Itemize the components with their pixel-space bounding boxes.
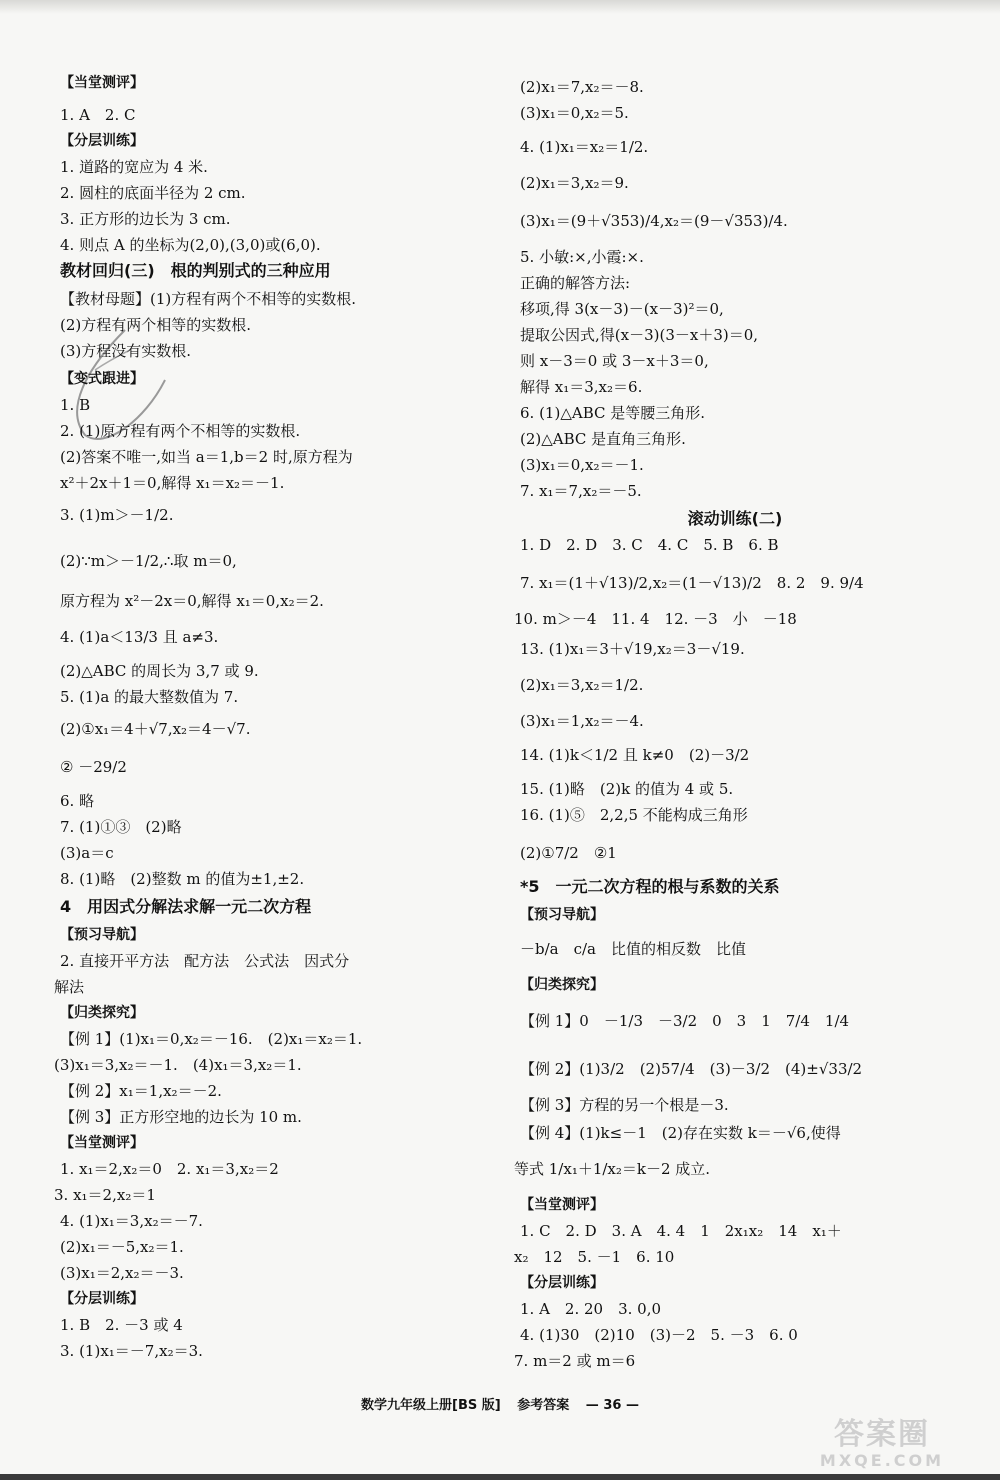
answer-line: 正确的解答方法: [520, 274, 631, 292]
answer-line: 【例 1】(1)x₁＝0,x₂＝－16. (2)x₁＝x₂＝1. [60, 1030, 363, 1048]
answer-line: (3)a＝c [60, 844, 114, 862]
page-top-shadow [0, 0, 1000, 14]
answer-line: 8. (1)略 (2)整数 m 的值为±1,±2. [60, 870, 305, 888]
section-tag: 【归类探究】 [520, 977, 604, 993]
section-tag: 【当堂测评】 [520, 1197, 604, 1213]
answer-line: 5. (1)a 的最大整数值为 7. [60, 688, 239, 706]
answer-line: 4. (1)30 (2)10 (3)－2 5. －3 6. 0 [520, 1326, 798, 1344]
answer-line: 10. m＞－4 11. 4 12. －3 小 －18 [514, 610, 797, 628]
answer-line: 4. 则点 A 的坐标为(2,0),(3,0)或(6,0). [60, 236, 321, 254]
watermark-logo [782, 1418, 982, 1474]
answer-line: (3)x₁＝0,x₂＝5. [520, 104, 629, 122]
answer-line: 1. A 2. C [60, 106, 136, 124]
answer-line: (2)x₁＝3,x₂＝9. [520, 174, 629, 192]
section-tag: 【预习导航】 [60, 927, 144, 943]
watermark-url: MXQE.COM [819, 1451, 945, 1470]
answer-line: 14. (1)k＜1/2 且 k≠0 (2)－3/2 [520, 746, 750, 764]
answer-line: (3)x₁＝1,x₂＝－4. [520, 712, 644, 730]
section-tag: 【分层训练】 [60, 133, 144, 149]
answer-line: (3)x₁＝(9＋√353)/4,x₂＝(9－√353)/4. [520, 212, 788, 230]
answer-line: 移项,得 3(x－3)－(x－3)²＝0, [520, 300, 724, 318]
answer-line: 1. C 2. D 3. A 4. 4 1 2x₁x₂ 14 x₁＋ [520, 1222, 842, 1240]
answer-line: (3)x₁＝0,x₂＝－1. [520, 456, 644, 474]
answer-line: 1. 道路的宽应为 4 米. [60, 158, 208, 176]
answer-line: 【例 2】(1)3/2 (2)57/4 (3)－3/2 (4)±√33/2 [520, 1060, 863, 1078]
answer-line: 等式 1/x₁＋1/x₂＝k－2 成立. [514, 1160, 711, 1178]
answer-line: 16. (1)⑤ 2,2,5 不能构成三角形 [520, 806, 748, 824]
answer-line: 原方程为 x²－2x＝0,解得 x₁＝0,x₂＝2. [60, 592, 324, 610]
answer-line: －b/a c/a 比值的相反数 比值 [520, 940, 746, 958]
answer-line: 【例 1】0 －1/3 －3/2 0 3 1 7/4 1/4 [520, 1012, 850, 1030]
answer-line: 1. B [60, 396, 91, 414]
answer-line: (2)方程有两个相等的实数根. [60, 316, 252, 334]
answer-line: 解法 [54, 978, 85, 996]
footer-book-title: 数学九年级上册[BS 版] [361, 1398, 501, 1413]
answer-line: (3)x₁＝2,x₂＝－3. [60, 1264, 184, 1282]
answer-line: (2)∵m＞－1/2,∴取 m＝0, [60, 552, 237, 570]
footer-section: 参考答案 [517, 1398, 570, 1413]
answer-line: 3. (1)x₁＝－7,x₂＝3. [60, 1342, 203, 1360]
answer-line: x²＋2x＋1＝0,解得 x₁＝x₂＝－1. [60, 474, 285, 492]
answer-line: 【教材母题】(1)方程有两个不相等的实数根. [60, 290, 357, 308]
answer-line: 【例 2】x₁＝1,x₂＝－2. [60, 1082, 222, 1100]
answer-line: 1. B 2. －3 或 4 [60, 1316, 183, 1334]
section-tag: 【分层训练】 [520, 1275, 604, 1291]
footer-page-number: — 36 — [585, 1398, 639, 1413]
answer-line: (3)x₁＝3,x₂＝－1. (4)x₁＝3,x₂＝1. [54, 1056, 302, 1074]
section-tag: 【当堂测评】 [60, 1135, 144, 1151]
page-footer [0, 1394, 1000, 1413]
answer-line: (2)x₁＝7,x₂＝－8. [520, 78, 644, 96]
answer-line: 解得 x₁＝3,x₂＝6. [520, 378, 643, 396]
answer-line: 3. (1)m＞－1/2. [60, 506, 174, 524]
answer-line: 【例 3】正方形空地的边长为 10 m. [60, 1108, 302, 1126]
answer-line: 1. x₁＝2,x₂＝0 2. x₁＝3,x₂＝2 [60, 1160, 279, 1178]
answer-line: (2)答案不唯一,如当 a＝1,b＝2 时,原方程为 [60, 448, 353, 466]
section-tag: 【归类探究】 [60, 1005, 144, 1021]
section-tag: 【变式跟进】 [60, 371, 144, 387]
answer-line: 【例 3】方程的另一个根是－3. [520, 1096, 729, 1114]
answer-line: 2. 圆柱的底面半径为 2 cm. [60, 184, 246, 202]
answer-line: 1. D 2. D 3. C 4. C 5. B 6. B [520, 536, 779, 554]
answer-line: 提取公因式,得(x－3)(3－x＋3)＝0, [520, 326, 759, 344]
answer-line: 1. A 2. 20 3. 0,0 [520, 1300, 662, 1318]
answer-line: (2)x₁＝－5,x₂＝1. [60, 1238, 184, 1256]
answer-line: x₂ 12 5. －1 6. 10 [514, 1248, 675, 1266]
answer-line: 6. 略 [60, 792, 95, 810]
answer-line: 7. m＝2 或 m＝6 [514, 1352, 636, 1370]
answer-line: 4. (1)x₁＝3,x₂＝－7. [60, 1212, 203, 1230]
answer-line: (2)x₁＝3,x₂＝1/2. [520, 676, 644, 694]
answer-line: (2)△ABC 是直角三角形. [520, 430, 686, 448]
answer-line: 6. (1)△ABC 是等腰三角形. [520, 404, 706, 422]
answer-line: 则 x－3＝0 或 3－x＋3＝0, [520, 352, 709, 370]
section-tag: 【分层训练】 [60, 1291, 144, 1307]
answer-line: 7. x₁＝7,x₂＝－5. [520, 482, 642, 500]
section-heading: 4 用因式分解法求解一元二次方程 [60, 897, 312, 916]
section-tag: 【当堂测评】 [60, 75, 144, 91]
section-heading: *5 一元二次方程的根与系数的关系 [520, 877, 780, 896]
answer-line: 2. (1)原方程有两个不相等的实数根. [60, 422, 301, 440]
answer-line: 3. 正方形的边长为 3 cm. [60, 210, 231, 228]
answer-line: 【例 4】(1)k≤－1 (2)存在实数 k＝－√6,使得 [520, 1124, 841, 1142]
answer-line: 4. (1)x₁＝x₂＝1/2. [520, 138, 649, 156]
answer-line: (2)①7/2 ②1 [520, 844, 617, 862]
answer-line: (2)△ABC 的周长为 3,7 或 9. [60, 662, 259, 680]
answer-line: 13. (1)x₁＝3＋√19,x₂＝3－√19. [520, 640, 745, 658]
answer-line: ② －29/2 [60, 758, 127, 776]
section-heading: 滚动训练(二) [687, 509, 783, 528]
answer-line: 7. (1)①③ (2)略 [60, 818, 182, 836]
answer-line: (3)方程没有实数根. [60, 342, 192, 360]
answer-line: 2. 直接开平方法 配方法 公式法 因式分 [60, 952, 350, 970]
answer-line: (2)①x₁＝4＋√7,x₂＝4－√7. [60, 720, 251, 738]
section-tag: 【预习导航】 [520, 907, 604, 923]
answer-line: 3. x₁＝2,x₂＝1 [54, 1186, 156, 1204]
answer-line: 7. x₁＝(1＋√13)/2,x₂＝(1－√13)/2 8. 2 9. 9/4 [520, 574, 864, 592]
answer-line: 15. (1)略 (2)k 的值为 4 或 5. [520, 780, 734, 798]
answer-line: 4. (1)a＜13/3 且 a≠3. [60, 628, 219, 646]
watermark-text: 答案圈 [834, 1417, 930, 1452]
answer-line: 5. 小敏:×,小霞:×. [520, 248, 644, 266]
section-heading: 教材回归(三) 根的判别式的三种应用 [60, 261, 331, 280]
page-bottom-edge [0, 1474, 1000, 1480]
